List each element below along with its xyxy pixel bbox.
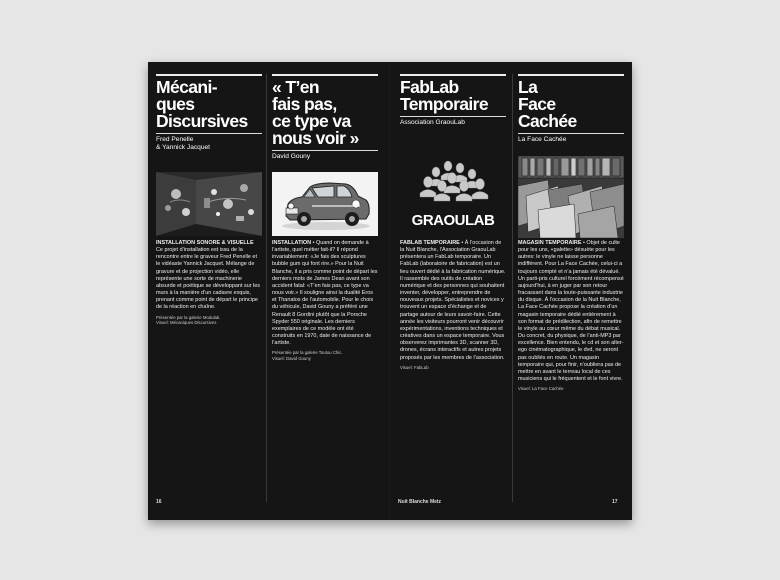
article-body [518, 240, 624, 392]
logo-text: GRAOULAB [411, 212, 495, 229]
article-ten-fais-pas [272, 74, 378, 161]
graoulab-logo [400, 158, 506, 238]
gallery-photo [156, 172, 262, 236]
article-mecaniques-discursives [156, 74, 262, 152]
car-illustration [272, 172, 378, 236]
article-title: La Face Cachée [518, 77, 577, 131]
article-fablab-temporaire [400, 74, 506, 127]
footer-title: Nuit Blanche Metz [398, 499, 442, 505]
article-lead: MAGASIN TEMPORAIRE [518, 240, 582, 246]
image-credit: Visuel: Mécaniques Discursives [156, 320, 217, 326]
article-lead: FABLAB TEMPORAIRE [400, 240, 460, 246]
article-text: • Objet de culte pour les uns, «galette» désuète pour les autres: le vinyle ne laisse personne indifférent. Pour La Face Cachée, celui-ci a toujours compté et n’a jamais été dévalué. Un parti-pris culturel forcément récompensé aujourd’hui, à en juger par son retour fracassant dans la toute-puissante industrie du disque. À l’occasion de la Nuit Blanche, La Face Cachée propose la création d’un magasin temporaire dédié entièrement à son format de prédilection, afin de remettre le vinyle au cœur même du débat musical. Du concret, du physique, de l’anti-MP3 par excellence. Bien entendu, le cd et son alter-ego cinématographique, le dvd, ne seront pas oubliés en route. Un magasin temporaire qui, pour finir, n’oubliera pas de mettre en avant le terreau local de ces musiciens qui le fréquentent et le font vivre. [518, 240, 624, 382]
article-title: FabLab Temporaire [400, 77, 489, 114]
article-lead: INSTALLATION SONORE & VISUELLE [156, 240, 254, 246]
column-divider [512, 74, 513, 502]
article-title: « T’en fais pas, ce type va nous voir » [272, 77, 359, 148]
article-text: Ce projet d’installation est issu de la rencontre entre le graveur Fred Penelle et le vidéaste Yannick Jacquet. Mélange de gravure et de projection vidéo, elle représente une sorte de machinerie absurde et poétique se développant sur les murs à la manière d’un cadavre exquis, prenant comme point de départ le principe de la réaction en chaîne. [156, 247, 260, 311]
article-author: David Gouny [272, 150, 378, 161]
article-text: • À l’occasion de la Nuit Blanche, l’Association GraouLab présentera un FabLab temporaire. Un FabLab (laboratoire de fabrication) est un lieu ouvert dédié à la fabrication numérique. Il rassemble des outils de création numérique et des personnes qui souhaitent inventer, développer, entreprendre de nouveaux projets. Spécialistes et novices y trouvent un espace d’échange et de partage autour de leurs savoir-faire. Cette année les visiteurs pourront venir découvrir expérimentations, inventions techniques et créatives dans un espace temporaire. Vous observerez imprimantes 3D, scanner 3D, drones, écrans interactifs et autres projets proposés par les membres de l’association. [400, 240, 506, 361]
article-image-records [518, 156, 624, 238]
article-title: Mécani- ques Discursives [156, 77, 248, 131]
top-rule [400, 74, 506, 76]
top-rule [156, 74, 262, 76]
top-rule [518, 74, 624, 76]
right-page [390, 62, 632, 520]
article-author: La Face Cachée [518, 133, 624, 144]
article-body [272, 240, 378, 362]
article-text: • Quand on demande à l’artiste, quel métier fait-il? Il répond invariablement: «Je fais des sculptures bubble gum qui font rire.» Pour la Nuit Blanche, il a pris comme point de départ les derniers mots de James Dean avant son accident fatal: «T’en fais pas, ce type va nous voir.» Il souligne ainsi la dualité Eros et Thanatos de l’automobile. Pour le choix du véhicule, David Gouny a préféré une Renault 8 Gordini plutôt que la Porsche Spyder 550 originale. Les derniers exemplaires de ce modèle ont été construits en 1970, date de naissance de l’artiste. [272, 240, 378, 347]
column-divider [266, 74, 267, 502]
article-credit: Présentée par la galerie Toutou Chic. [272, 350, 343, 356]
image-credit: Visuel: David Gouny [272, 355, 311, 361]
article-author: Association GraouLab [400, 116, 506, 127]
article-lead: INSTALLATION [272, 240, 312, 246]
article-credit: Présentée par la galerie Modulab. [156, 314, 221, 320]
top-rule [272, 74, 378, 76]
page-number: 17 [612, 499, 618, 505]
record-shop-photo [518, 156, 624, 238]
left-page [148, 62, 390, 520]
image-credit: Visuel: La Face Cachée [518, 386, 564, 392]
magazine-spread [148, 62, 632, 520]
article-body [400, 240, 506, 370]
page-number: 16 [156, 499, 162, 505]
image-credit: Visuel: FabLab [400, 364, 429, 370]
article-image-mecaniques [156, 172, 262, 236]
article-la-face-cachee [518, 74, 624, 144]
article-image-car [272, 172, 378, 236]
article-body [156, 240, 262, 326]
article-author: Fred Penelle & Yannick Jacquet [156, 133, 262, 152]
